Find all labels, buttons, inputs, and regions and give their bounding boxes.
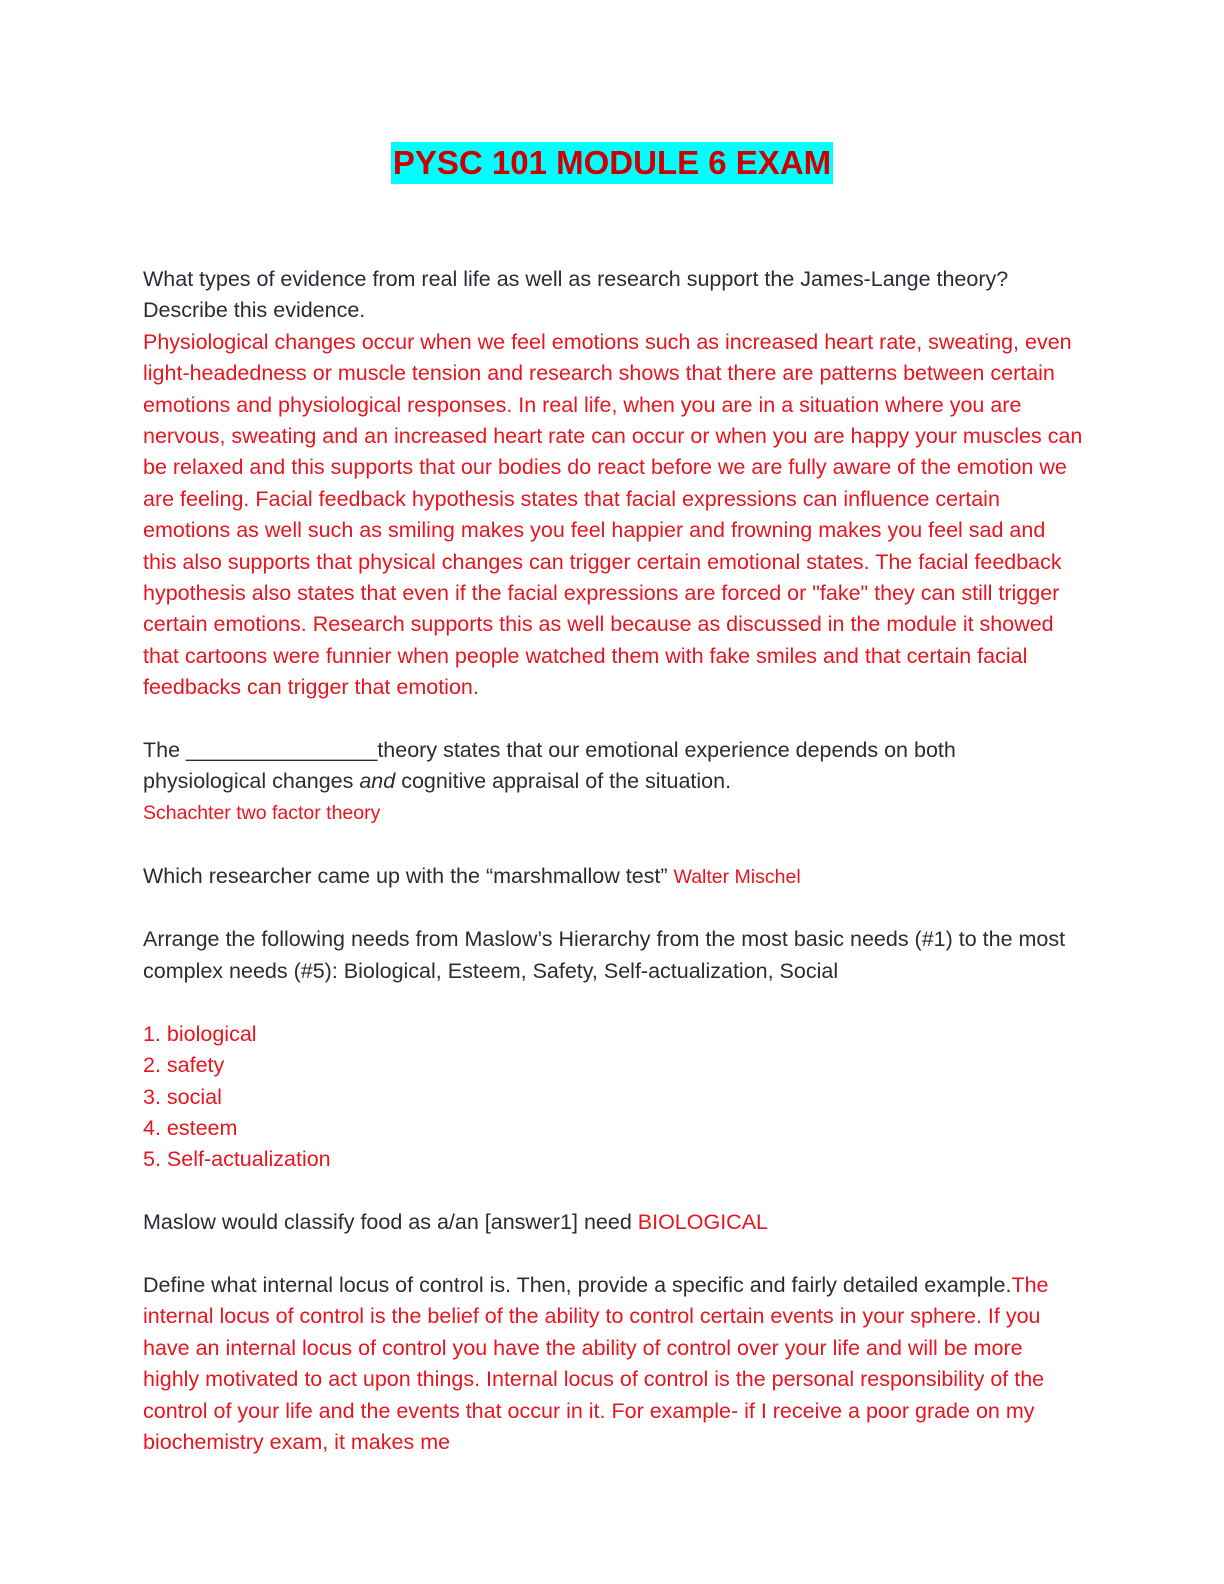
title-container — [0, 142, 1224, 184]
question-block-6 — [143, 1270, 1083, 1458]
question-text-part: Maslow would classify food as a/an [answer1] need — [143, 1210, 638, 1235]
spacer — [143, 829, 1083, 860]
spacer — [143, 893, 1083, 924]
question-text: What types of evidence from real life as well as research support the James-Lange theory? Describe this evidence. — [143, 267, 1009, 323]
list-item: 4. esteem — [143, 1115, 238, 1140]
list-item: 3. social — [143, 1084, 222, 1109]
list-item: 1. biological — [143, 1021, 257, 1046]
emphasis-text: and — [359, 769, 396, 794]
list-item: 5. Self-actualization — [143, 1147, 331, 1172]
answer-text: BIOLOGICAL — [637, 1210, 769, 1235]
question-block-4 — [143, 924, 1083, 1175]
answer-list — [143, 1019, 1083, 1176]
question-text — [143, 735, 1083, 798]
spacer — [143, 704, 1083, 735]
question-text: Arrange the following needs from Maslow’s Hierarchy from the most basic needs (#1) to the most complex needs (#5): Biological, Esteem, Safety, Self-actualization, Social — [143, 927, 1066, 983]
question-text-part: Which researcher came up with the “marshmallow test” — [143, 863, 674, 888]
question-text — [143, 1270, 1083, 1458]
question-block-3 — [143, 861, 1083, 893]
question-text-part: Define what internal locus of control is. Then, provide a specific and fairly detailed example. — [143, 1272, 1012, 1297]
question-text — [143, 861, 1083, 893]
answer-text: The internal locus of control is the belief of the ability to control certain events in your sphere. If you have an internal locus of control you have the ability of control over your life and will be more highly motivated to act upon things. Internal locus of control is the personal responsibility of the control of your life and the events that occur in it. For example- if I receive a poor grade on my biochemistry exam, it makes me — [143, 1272, 1049, 1454]
spacer — [143, 1239, 1083, 1270]
answer-text: Schachter two factor theory — [143, 801, 381, 824]
question-block-5 — [143, 1207, 1083, 1238]
answer-text: Walter Mischel — [673, 865, 801, 888]
exam-content — [143, 264, 1083, 1458]
answer-text: Physiological changes occur when we feel emotions such as increased heart rate, sweating, even light-headedness or muscle tension and research shows that there are patterns between certain emotions and physiological responses. In real life, when you are in a situation where you are nervous, sweating and an increased heart rate can occur or when you are happy your muscles can be relaxed and this supports that our bodies do react before we are fully aware of the emotion we are feeling. Facial feedback hypothesis states that facial expressions can influence certain emotions as well such as smiling makes you feel happier and frowning makes you feel sad and this also supports that physical changes can trigger certain emotional states. The facial feedback hypothesis also states that even if the facial expressions are forced or "fake" they can still trigger certain emotions. Research supports this as well because as discussed in the module it showed that cartoons were funnier when people watched them with fake smiles and that certain facial feedbacks can trigger that emotion. — [143, 329, 1083, 700]
spacer — [143, 987, 1083, 1018]
question-block-2 — [143, 735, 1083, 829]
page-title: PYSC 101 MODULE 6 EXAM — [391, 142, 833, 184]
list-item: 2. safety — [143, 1053, 225, 1078]
question-text-part: The ________________theory states that our emotional experience depends on both physiological changes — [143, 738, 956, 794]
question-block-1 — [143, 264, 1083, 704]
question-text — [143, 1207, 1083, 1238]
question-text-part: cognitive appraisal of the situation. — [395, 769, 732, 794]
spacer — [143, 1176, 1083, 1207]
